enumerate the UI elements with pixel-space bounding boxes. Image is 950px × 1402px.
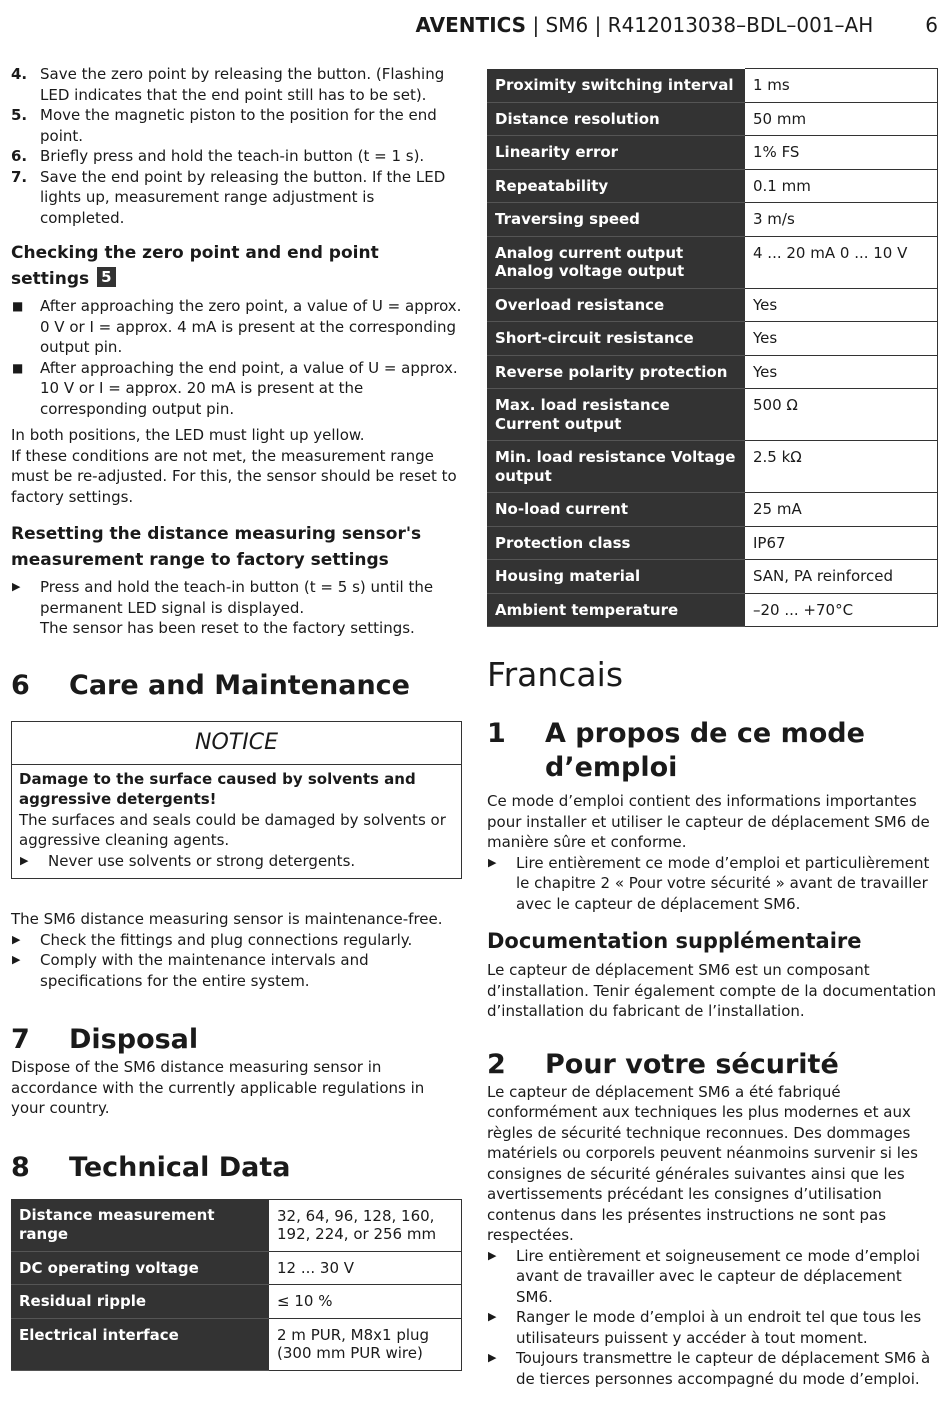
step-6: 6. Briefly press and hold the teach-in button (t = 1 s). xyxy=(11,147,425,165)
reset-result: The sensor has been reset to the factory settings. xyxy=(40,619,415,637)
square-bullet-icon: ■ xyxy=(12,360,24,375)
table-row: Distance resolution 50 mm xyxy=(487,102,938,136)
s1-list xyxy=(487,853,938,915)
checking-heading: Checking the zero point and end point settings 5 xyxy=(11,243,379,289)
list-item: ■ After approaching the end point, a value of U = approx. 10 V or I = approx. 20 mA is present at the corresponding output pin. xyxy=(12,358,458,418)
step-text: Briefly press and hold the teach-in button (t = 1 s). xyxy=(40,147,425,165)
checking-paragraph-2: If these conditions are not met, the measurement range must be re-adjusted. For this, the sensor should be reset to factory settings. xyxy=(11,446,457,506)
notice-text: The surfaces and seals could be damaged by solvents or aggressive cleaning agents. xyxy=(19,810,446,849)
table-row: Overload resistance Yes xyxy=(487,288,938,322)
section-8-title: 8 Technical Data xyxy=(11,1151,291,1183)
triangle-bullet-icon: ▶ xyxy=(488,1248,497,1262)
list-item: ▶ Check the fittings and plug connections regularly. xyxy=(12,930,413,949)
table-row: DC operating voltage 12 ... 30 V xyxy=(11,1251,462,1285)
step-text: Save the end point by releasing the button. If the LED lights up, measurement range adjustment is completed. xyxy=(40,167,446,227)
notice-warning: Damage to the surface caused by solvents and aggressive detergents! xyxy=(19,769,416,808)
reset-heading: Resetting the distance measuring sensor's measurement range to factory settings xyxy=(11,524,422,570)
section-7-title: 7 Disposal xyxy=(11,1024,199,1055)
list-item: ▶ Lire entièrement et soigneusement ce mode d’emploi avant de travailler avec le capteur de déplacement SM6. xyxy=(488,1246,920,1306)
technical-data-table-right xyxy=(487,68,938,627)
list-item: ▶ Ranger le mode d’emploi à un endroit tel que tous les utilisateurs puissent y accéder à tout moment. xyxy=(488,1308,922,1347)
list-item: ▶ Comply with the maintenance intervals and specifications for the entire system. xyxy=(12,951,369,990)
table-row: Reverse polarity protection Yes xyxy=(487,355,938,389)
page-header xyxy=(416,12,938,38)
notice-box xyxy=(11,721,462,880)
document-id: | SM6 | R412013038–BDL–001–AH xyxy=(526,13,874,37)
section-6-title: 6 Care and Maintenance xyxy=(11,669,410,701)
list-item: ▶ Never use solvents or strong detergents. xyxy=(20,851,356,870)
procedure-steps xyxy=(11,64,462,228)
list-item: ▶ Lire entièrement ce mode d’emploi et particulièrement le chapitre 2 « Pour votre sécurité » avant de travailler avec le capteur de déplacement SM6. xyxy=(488,853,930,913)
language-heading: Francais xyxy=(487,655,624,694)
right-column xyxy=(487,68,938,1389)
brand-name: AVENTICS xyxy=(415,13,527,37)
checking-list xyxy=(11,296,462,419)
s2-paragraph: Le capteur de déplacement SM6 a été fabriqué conformément aux techniques les plus modernes et aux règles de sécurité technique reconnues. Des dommages matériels ou corporels peuvent néanmoins survenir si les consignes de sécurité générales suivantes ainsi que les avertissements précédant les consignes d’utilisation contenus dans les présentes instructions ne sont pas respectées. xyxy=(487,1082,918,1244)
table-row: Traversing speed 3 m/s xyxy=(487,203,938,237)
table-row: Analog current output Analog voltage output 4 ... 20 mA 0 ... 10 V xyxy=(487,236,938,288)
left-column xyxy=(11,64,462,1371)
triangle-bullet-icon: ▶ xyxy=(20,853,29,867)
list-item: ■ After approaching the zero point, a value of U = approx. 0 V or I = approx. 4 mA is present at the corresponding output pin. xyxy=(12,297,462,356)
table-row: Max. load resistance Current output 500 Ω xyxy=(487,389,938,441)
section-2-title: 2 Pour votre sécurité xyxy=(487,1048,839,1080)
list-item: ▶ Press and hold the teach-in button (t = 5 s) until the permanent LED signal is displayed. The sensor has been reset to the factory settings. xyxy=(12,578,434,637)
documentation-heading: Documentation supplémentaire xyxy=(487,929,862,953)
technical-data-table-left xyxy=(11,1199,462,1371)
care-list xyxy=(11,930,462,992)
page-number: 6 xyxy=(925,13,938,37)
triangle-bullet-icon: ▶ xyxy=(488,1351,497,1364)
section-1-title: 1 A propos de ce mode d’emploi xyxy=(487,718,865,783)
s2-list xyxy=(487,1246,938,1390)
table-row: Housing material SAN, PA reinforced xyxy=(487,560,938,594)
table-row: Repeatability 0.1 mm xyxy=(487,169,938,203)
table-row: Distance measurement range 32, 64, 96, 128, 160, 192, 224, or 256 mm xyxy=(11,1199,462,1251)
step-text: Save the zero point by releasing the button. (Flashing LED indicates that the end point still has to be set). xyxy=(40,65,445,104)
triangle-bullet-icon: ▶ xyxy=(12,932,21,946)
documentation-paragraph: Le capteur de déplacement SM6 est un composant d’installation. Tenir également compte de la documentation d’installation du fabricant de l’installation. xyxy=(487,961,937,1020)
figure-badge: 5 xyxy=(97,267,115,287)
step-7: 7. Save the end point by releasing the button. If the LED lights up, measurement range adjustment is completed. xyxy=(11,167,446,227)
triangle-bullet-icon: ▶ xyxy=(12,580,21,593)
care-paragraph: The SM6 distance measuring sensor is maintenance-free. xyxy=(11,910,443,928)
notice-title: NOTICE xyxy=(12,722,461,765)
disposal-paragraph: Dispose of the SM6 distance measuring sensor in accordance with the currently applicable regulations in your country. xyxy=(11,1058,425,1117)
table-row: Protection class IP67 xyxy=(487,526,938,560)
table-row: Electrical interface 2 m PUR, M8x1 plug (300 mm PUR wire) xyxy=(11,1318,462,1370)
step-4: 4. Save the zero point by releasing the button. (Flashing LED indicates that the end point still has to be set). xyxy=(11,65,445,104)
reset-list xyxy=(11,577,462,639)
triangle-bullet-icon: ▶ xyxy=(488,1310,497,1323)
table-row: No-load current 25 mA xyxy=(487,493,938,527)
checking-paragraph-1: In both positions, the LED must light up yellow. xyxy=(11,426,365,444)
step-5: 5. Move the magnetic piston to the position for the end point. xyxy=(11,106,437,145)
table-row: Residual ripple ≤ 10 % xyxy=(11,1285,462,1319)
table-row: Min. load resistance Voltage output 2.5 kΩ xyxy=(487,441,938,493)
table-row: Short-circuit resistance Yes xyxy=(487,322,938,356)
square-bullet-icon: ■ xyxy=(12,299,24,313)
s1-paragraph: Ce mode d’emploi contient des informations importantes pour installer et utiliser le capteur de déplacement SM6 de manière sûre et conforme. xyxy=(487,792,930,851)
table-row: Ambient temperature –20 ... +70°C xyxy=(487,593,938,627)
step-text: Move the magnetic piston to the position for the end point. xyxy=(40,106,437,145)
triangle-bullet-icon: ▶ xyxy=(12,953,21,966)
triangle-bullet-icon: ▶ xyxy=(488,855,497,869)
list-item: ▶ Toujours transmettre le capteur de déplacement SM6 à de tierces personnes accompagné du mode d’emploi. xyxy=(488,1349,931,1388)
table-row: Proximity switching interval 1 ms xyxy=(487,69,938,103)
table-row: Linearity error 1% FS xyxy=(487,136,938,170)
